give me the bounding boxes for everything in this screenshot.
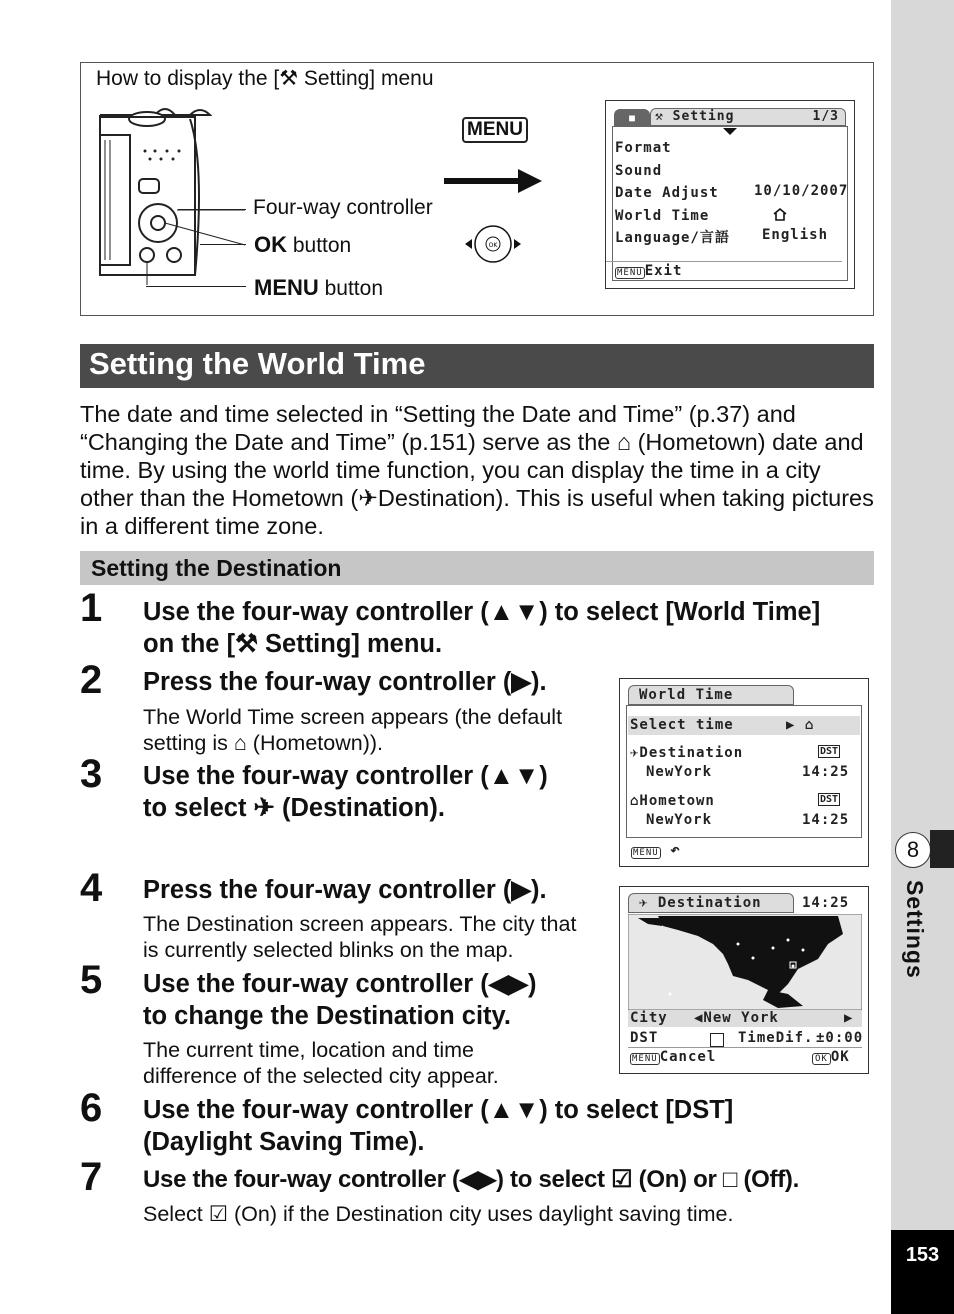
step-text: Press the four-way controller (▶). xyxy=(143,876,547,904)
world-map xyxy=(628,914,862,1010)
step-text: Use the four-way controller (◀▶) to change the Destination city. xyxy=(143,970,537,1030)
intro-paragraph: The date and time selected in “Setting the Date and Time” (p.37) and “Changing the Date and Time” (p.151) serve as the ⌂ (Hometown) date and time. By using the world time function, you can display the time in a city other than the Hometown (✈Destination). This is useful when taking pictures in a different time zone. xyxy=(80,401,874,539)
destination-clock: 14:25 xyxy=(802,895,850,911)
chapter-side-tab xyxy=(891,0,954,1314)
camera-tab-icon: ■ xyxy=(614,109,650,127)
menu-exit: MENU Exit xyxy=(617,263,683,279)
dst-off-icon: DST xyxy=(820,746,839,757)
world-time-screen xyxy=(619,678,869,867)
timediff-value: ±0:00 xyxy=(816,1030,864,1046)
language-value: English xyxy=(762,227,829,243)
chapter-label: Settings xyxy=(902,880,928,979)
destination-city: NewYork xyxy=(646,764,713,780)
info-box-title: How to display the [⚒ Setting] menu xyxy=(96,67,434,90)
step-note: The World Time screen appears (the default setting is ⌂ (Hometown)). xyxy=(143,705,563,755)
menu-button-label: MENU button xyxy=(254,275,384,300)
step-number: 1 xyxy=(80,586,103,630)
step-text: Use the four-way controller (◀▶) to select ☑ (On) or □ (Off). xyxy=(143,1166,799,1193)
hometown-city: NewYork xyxy=(646,812,713,828)
menu-item: Language/言語 xyxy=(615,230,730,246)
destination-time: 14:25 xyxy=(802,764,850,780)
step-number: 4 xyxy=(80,866,103,910)
timediff-label: TimeDif. xyxy=(738,1030,814,1046)
select-time-row: Select time ▶ ⌂ xyxy=(628,716,860,735)
step-note: The current time, location and time difference of the selected city appear. xyxy=(143,1038,499,1088)
step-number: 3 xyxy=(80,752,103,796)
step-note: Select ☑ (On) if the Destination city uses daylight saving time. xyxy=(143,1202,734,1226)
home-icon xyxy=(772,207,788,221)
chapter-number: 8 xyxy=(895,832,931,868)
step-number: 5 xyxy=(80,958,103,1002)
dst-label: DST xyxy=(630,1030,659,1046)
sub-heading: Setting the Destination xyxy=(80,551,874,585)
menu-item: Format xyxy=(615,140,672,156)
step-note: The Destination screen appears. The city that is currently selected blinks on the map. xyxy=(143,912,577,962)
setting-tab: ⚒ Setting 1/3 xyxy=(650,108,846,126)
leader-line xyxy=(178,209,246,210)
setting-menu-screen xyxy=(605,100,855,289)
page-number: 153 xyxy=(891,1230,954,1314)
city-selector: City ◀New York ▶ xyxy=(628,1010,862,1027)
date-value: 10/10/2007 xyxy=(754,183,849,199)
menu-item: Sound xyxy=(615,162,663,179)
step-text: Use the four-way controller (▲▼) to select [World Time] on the [⚒ Setting] menu. xyxy=(143,598,821,658)
arrow-right-icon xyxy=(444,168,544,194)
menu-item: Date Adjust xyxy=(615,185,719,201)
leader-line xyxy=(200,244,246,245)
four-way-controller-icon xyxy=(463,222,523,266)
dst-checkbox xyxy=(710,1033,724,1047)
menu-key-icon: MENU xyxy=(462,117,528,143)
destination-tab: ✈ Destination xyxy=(628,893,794,913)
back-control: MENU ↶ xyxy=(633,840,681,859)
step-text: Use the four-way controller (▲▼) to select ✈ (Destination). xyxy=(143,762,548,822)
step-number: 7 xyxy=(80,1155,103,1199)
leader-line xyxy=(146,286,246,287)
destination-label: ✈Destination xyxy=(630,745,744,761)
four-way-label: Four-way controller xyxy=(253,196,433,219)
setting-items xyxy=(615,137,730,250)
camera-back-illustration xyxy=(95,105,255,285)
ok-button-label: OK button xyxy=(254,232,352,257)
step-number: 6 xyxy=(80,1086,103,1130)
world-time-tab: World Time xyxy=(628,685,794,705)
menu-item: World Time xyxy=(615,207,710,224)
step-text: Use the four-way controller (▲▼) to select [DST] (Daylight Saving Time). xyxy=(143,1096,734,1156)
cancel-control: MENU Cancel xyxy=(632,1049,717,1065)
svg-text:OK: OK xyxy=(488,242,498,249)
ok-control: OK OK xyxy=(812,1049,850,1065)
return-arrow-icon: ↶ xyxy=(670,840,681,859)
destination-screen xyxy=(619,886,869,1074)
hometown-label: ⌂Hometown xyxy=(630,793,715,809)
section-heading: Setting the World Time xyxy=(80,344,874,388)
chapter-bar xyxy=(930,830,954,868)
step-number: 2 xyxy=(80,658,103,702)
scroll-down-icon xyxy=(723,128,737,136)
hometown-time: 14:25 xyxy=(802,812,850,828)
step-text: Press the four-way controller (▶). xyxy=(143,668,547,696)
dst-off-icon: DST xyxy=(820,794,839,805)
